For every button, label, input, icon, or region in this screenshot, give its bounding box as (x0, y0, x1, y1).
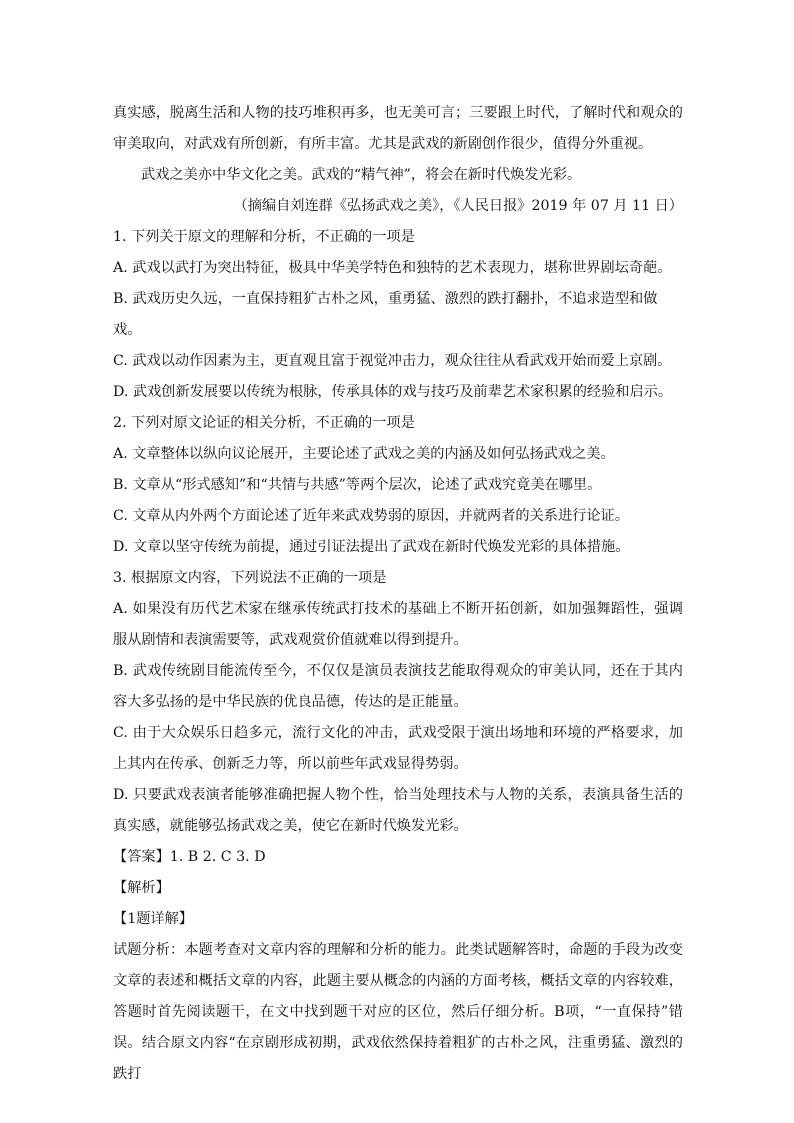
paragraph-continuation: 真实感，脱离生活和人物的技巧堆积再多，也无美可言；三要跟上时代，了解时代和观众的审美取向，对武戏有所创新，有所丰富。尤其是武戏的新剧创作很少，值得分外重视。 (113, 105, 683, 152)
detail-label: 【1题详解】 (113, 911, 193, 927)
option-d: D. 武戏创新发展要以传统为根脉，传承具体的戏与技巧及前辈艺术家积累的经验和启示。 (113, 384, 673, 400)
analysis-label: 【解析】 (113, 880, 170, 896)
option-d: D. 文章以坚守传统为前提，通过引证法提出了武戏在新时代焕发光彩的具体措施。 (113, 539, 630, 555)
option-c: C. 由于大众娱乐日趋多元，流行文化的冲击，武戏受限于演出场地和环境的严格要求，加上其内在传承、创新乏力等，所以前些年武戏显得势弱。 (113, 725, 683, 772)
source-citation: （摘编自刘连群《弘扬武戏之美》，《人民日报》2019 年 07 月 11 日） (233, 198, 683, 214)
option-c: C. 文章从内外两个方面论述了近年来武戏势弱的原因，并就两者的关系进行论证。 (113, 508, 629, 524)
answer-line: 【答案】1. B 2. C 3. D (113, 849, 266, 865)
question-2 (113, 408, 683, 563)
question-stem: 2. 下列对原文论证的相关分析，不正确的一项是 (113, 415, 415, 431)
option-b: B. 武戏历史久远，一直保持粗犷古朴之风，重勇猛、激烈的跌打翻扑，不追求造型和做戏。 (113, 291, 658, 338)
question-3 (113, 563, 683, 842)
option-a: A. 如果没有历代艺术家在继承传统武打技术的基础上不断开拓创新，如加强舞蹈性，强调服从剧情和表演需要等，武戏观赏价值就难以得到提升。 (113, 601, 683, 648)
paragraph-conclusion: 武戏之美亦中华文化之美。武戏的“精气神”，将会在新时代焕发光彩。 (141, 167, 582, 183)
question-1 (113, 222, 683, 408)
question-stem: 3. 根据原文内容，下列说法不正确的一项是 (113, 570, 387, 586)
question-stem: 1. 下列关于原文的理解和分析，不正确的一项是 (113, 229, 415, 245)
option-a: A. 武戏以武打为突出特征，极具中华美学特色和独特的艺术表现力，堪称世界剧坛奇葩。 (113, 260, 672, 276)
document-page (113, 98, 683, 1090)
option-b: B. 武戏传统剧目能流传至今，不仅仅是演员表演技艺能取得观众的审美认同，还在于其内容大多弘扬的是中华民族的优良品德，传达的是正能量。 (113, 663, 683, 710)
option-a: A. 文章整体以纵向议论展开，主要论述了武戏之美的内涵及如何弘扬武戏之美。 (113, 446, 615, 462)
detail-text: 试题分析：本题考查对文章内容的理解和分析的能力。此类试题解答时，命题的手段为改变文章的表述和概括文章的内容，此题主要从概念的内涵的方面考核，概括文章的内容较难，答题时首先阅读题干，在文中找到题干对应的区位，然后仔细分析。B项，“一直保持”错误。结合原文内容“在京剧形成初期，武戏依然保持着粗犷的古朴之风，注重勇猛、激烈的跌打 (113, 942, 683, 1082)
option-c: C. 武戏以动作因素为主，更直观且富于视觉冲击力，观众往往从看武戏开始而爱上京剧。 (113, 353, 672, 369)
option-b: B. 文章从“形式感知”和“共情与共感”等两个层次，论述了武戏究竟美在哪里。 (113, 477, 602, 493)
option-d: D. 只要武戏表演者能够准确把握人物个性，恰当处理技术与人物的关系，表演具备生活的真实感，就能够弘扬武戏之美，使它在新时代焕发光彩。 (113, 787, 683, 834)
